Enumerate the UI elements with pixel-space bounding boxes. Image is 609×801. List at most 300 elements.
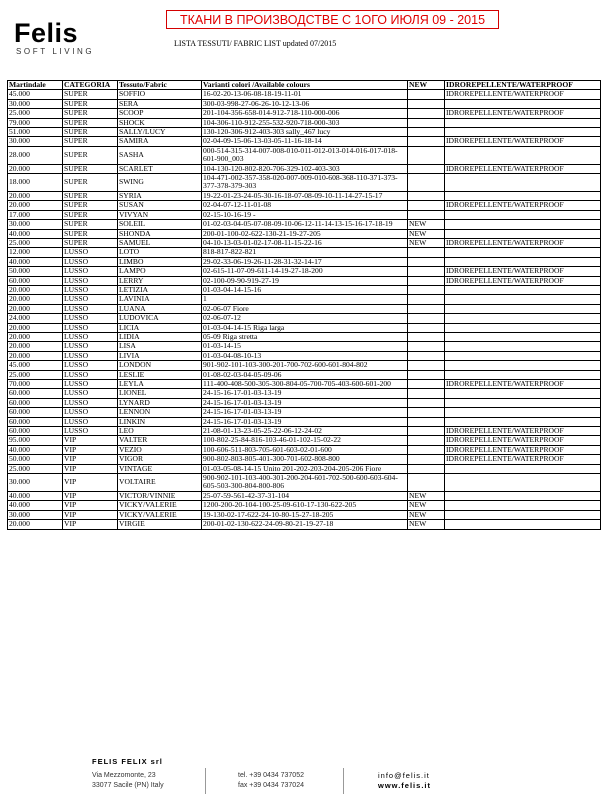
new-cell bbox=[408, 164, 445, 173]
colours-cell: 111-400-408-500-305-300-804-05-700-705-403-600-601-200 bbox=[202, 380, 408, 389]
martindale-cell: 25.000 bbox=[8, 109, 63, 118]
fabric-cell: LETIZIA bbox=[118, 285, 202, 294]
martindale-cell: 50.000 bbox=[8, 267, 63, 276]
table-body bbox=[8, 90, 601, 529]
category-cell: LUSSO bbox=[63, 427, 118, 436]
fabric-cell: SALLY/LUCY bbox=[118, 128, 202, 137]
waterproof-cell bbox=[445, 398, 601, 407]
table-row bbox=[8, 191, 601, 200]
fabric-cell: SYRIA bbox=[118, 191, 202, 200]
waterproof-cell bbox=[445, 128, 601, 137]
footer-fax: fax +39 0434 737024 bbox=[238, 782, 304, 789]
colours-cell: 19-130-02-17-622-24-10-80-15-27-18-205 bbox=[202, 510, 408, 519]
new-cell bbox=[408, 257, 445, 266]
category-cell: LUSSO bbox=[63, 295, 118, 304]
waterproof-cell bbox=[445, 474, 601, 492]
waterproof-cell: IDROREPELLENTE/WATERPROOF bbox=[445, 445, 601, 454]
fabric-cell: LIDIA bbox=[118, 332, 202, 341]
category-cell: VIP bbox=[63, 455, 118, 464]
table-row bbox=[8, 229, 601, 238]
new-cell bbox=[408, 445, 445, 454]
waterproof-cell: IDROREPELLENTE/WATERPROOF bbox=[445, 455, 601, 464]
new-cell bbox=[408, 323, 445, 332]
colours-cell: 02-100-09-90-919-27-19 bbox=[202, 276, 408, 285]
colours-cell: 01-02-03-04-05-07-08-09-10-06-12-11-14-13-15-16-17-18-19 bbox=[202, 220, 408, 229]
colours-cell: 01-03-04-14-15-16 bbox=[202, 285, 408, 294]
category-cell: LUSSO bbox=[63, 351, 118, 360]
fabric-cell: LIONEL bbox=[118, 389, 202, 398]
waterproof-cell: IDROREPELLENTE/WATERPROOF bbox=[445, 238, 601, 247]
category-cell: LUSSO bbox=[63, 314, 118, 323]
martindale-cell: 20.000 bbox=[8, 351, 63, 360]
category-cell: LUSSO bbox=[63, 380, 118, 389]
martindale-cell: 20.000 bbox=[8, 323, 63, 332]
category-cell: SUPER bbox=[63, 164, 118, 173]
waterproof-cell: IDROREPELLENTE/WATERPROOF bbox=[445, 137, 601, 146]
new-cell bbox=[408, 285, 445, 294]
colours-cell: 900-802-803-805-401-300-701-602-808-800 bbox=[202, 455, 408, 464]
martindale-cell: 20.000 bbox=[8, 342, 63, 351]
new-cell bbox=[408, 295, 445, 304]
waterproof-cell: IDROREPELLENTE/WATERPROOF bbox=[445, 276, 601, 285]
new-cell bbox=[408, 118, 445, 127]
martindale-cell: 40.000 bbox=[8, 229, 63, 238]
waterproof-cell: IDROREPELLENTE/WATERPROOF bbox=[445, 164, 601, 173]
colours-cell: 24-15-16-17-01-03-13-19 bbox=[202, 398, 408, 407]
waterproof-cell bbox=[445, 257, 601, 266]
martindale-cell: 18.000 bbox=[8, 174, 63, 192]
waterproof-cell bbox=[445, 323, 601, 332]
waterproof-cell bbox=[445, 118, 601, 127]
martindale-cell: 30.000 bbox=[8, 510, 63, 519]
colours-cell: 02-06-07-12 bbox=[202, 314, 408, 323]
fabric-cell: LUANA bbox=[118, 304, 202, 313]
new-cell bbox=[408, 370, 445, 379]
waterproof-cell bbox=[445, 99, 601, 108]
colours-cell: 02-15-10-16-19 - bbox=[202, 210, 408, 219]
new-cell bbox=[408, 455, 445, 464]
fabric-cell: SOFFIO bbox=[118, 90, 202, 99]
fabric-cell: LINKIN bbox=[118, 417, 202, 426]
martindale-cell: 70.000 bbox=[8, 380, 63, 389]
table-row bbox=[8, 137, 601, 146]
fabric-cell: LERRY bbox=[118, 276, 202, 285]
new-cell bbox=[408, 128, 445, 137]
footer-company: FELIS FELIX srl bbox=[92, 757, 163, 766]
martindale-cell: 30.000 bbox=[8, 220, 63, 229]
martindale-cell: 60.000 bbox=[8, 427, 63, 436]
waterproof-cell bbox=[445, 501, 601, 510]
colours-cell: 104-471-002-357-358-020-007-009-010-608-368-110-371-373-377-378-379-303 bbox=[202, 174, 408, 192]
fabric-cell: VICKY/VALERIE bbox=[118, 501, 202, 510]
category-cell: LUSSO bbox=[63, 323, 118, 332]
fabric-cell: LIVIA bbox=[118, 351, 202, 360]
column-header: NEW bbox=[408, 81, 445, 90]
new-cell bbox=[408, 380, 445, 389]
column-header: IDROREPELLENTE/WATERPROOF bbox=[445, 81, 601, 90]
colours-cell: 05-09 Riga stretta bbox=[202, 332, 408, 341]
martindale-cell: 20.000 bbox=[8, 304, 63, 313]
fabric-cell: LEYLA bbox=[118, 380, 202, 389]
martindale-cell: 20.000 bbox=[8, 164, 63, 173]
fabric-cell: LYNARD bbox=[118, 398, 202, 407]
martindale-cell: 30.000 bbox=[8, 99, 63, 108]
waterproof-cell bbox=[445, 314, 601, 323]
category-cell: LUSSO bbox=[63, 248, 118, 257]
fabric-cell: SCARLET bbox=[118, 164, 202, 173]
category-cell: LUSSO bbox=[63, 332, 118, 341]
category-cell: VIP bbox=[63, 474, 118, 492]
category-cell: SUPER bbox=[63, 146, 118, 164]
category-cell: LUSSO bbox=[63, 361, 118, 370]
colours-cell: 104-306-110-912-255-532-920-718-000-303 bbox=[202, 118, 408, 127]
colours-cell: 901-902-101-103-300-201-700-702-600-601-804-802 bbox=[202, 361, 408, 370]
new-cell bbox=[408, 464, 445, 473]
waterproof-cell bbox=[445, 510, 601, 519]
colours-cell: 29-02-33-06-19-26-11-28-31-32-14-17 bbox=[202, 257, 408, 266]
colours-cell: 818-817-822-821 bbox=[202, 248, 408, 257]
martindale-cell: 79.000 bbox=[8, 118, 63, 127]
new-cell bbox=[408, 427, 445, 436]
table-row bbox=[8, 146, 601, 164]
waterproof-cell: IDROREPELLENTE/WATERPROOF bbox=[445, 380, 601, 389]
table-row bbox=[8, 380, 601, 389]
document-subtitle: LISTA TESSUTI/ FABRIC LIST updated 07/2015 bbox=[174, 39, 337, 48]
category-cell: SUPER bbox=[63, 128, 118, 137]
category-cell: LUSSO bbox=[63, 342, 118, 351]
waterproof-cell bbox=[445, 332, 601, 341]
category-cell: SUPER bbox=[63, 201, 118, 210]
table-row bbox=[8, 370, 601, 379]
category-cell: SUPER bbox=[63, 118, 118, 127]
fabric-cell: LENNON bbox=[118, 408, 202, 417]
martindale-cell: 50.000 bbox=[8, 455, 63, 464]
colours-cell: 000-514-315-314-007-008-010-011-012-013-014-016-017-018-601-900_003 bbox=[202, 146, 408, 164]
table-row bbox=[8, 455, 601, 464]
fabric-cell: VICKY/VALERIE bbox=[118, 510, 202, 519]
colours-cell: 1200-200-20-104-100-25-09-610-17-130-622-205 bbox=[202, 501, 408, 510]
fabric-cell: VIGOR bbox=[118, 455, 202, 464]
table-row bbox=[8, 174, 601, 192]
fabric-cell: LOTO bbox=[118, 248, 202, 257]
fabric-cell: LAVINIA bbox=[118, 295, 202, 304]
fabric-table bbox=[7, 80, 601, 530]
category-cell: SUPER bbox=[63, 229, 118, 238]
martindale-cell: 20.000 bbox=[8, 295, 63, 304]
waterproof-cell bbox=[445, 248, 601, 257]
new-cell bbox=[408, 398, 445, 407]
category-cell: LUSSO bbox=[63, 417, 118, 426]
logo-tagline: SOFT LIVING bbox=[16, 47, 95, 56]
new-cell bbox=[408, 99, 445, 108]
new-cell: NEW bbox=[408, 220, 445, 229]
new-cell: NEW bbox=[408, 520, 445, 529]
colours-cell: 1 bbox=[202, 295, 408, 304]
category-cell: SUPER bbox=[63, 191, 118, 200]
martindale-cell: 20.000 bbox=[8, 191, 63, 200]
fabric-cell: LIMBO bbox=[118, 257, 202, 266]
new-cell bbox=[408, 210, 445, 219]
martindale-cell: 25.000 bbox=[8, 464, 63, 473]
colours-cell: 104-130-120-802-820-706-329-102-403-303 bbox=[202, 164, 408, 173]
fabric-cell: VICTOR/VINNIE bbox=[118, 491, 202, 500]
category-cell: SUPER bbox=[63, 210, 118, 219]
category-cell: SUPER bbox=[63, 220, 118, 229]
waterproof-cell bbox=[445, 220, 601, 229]
martindale-cell: 60.000 bbox=[8, 389, 63, 398]
fabric-cell: LEO bbox=[118, 427, 202, 436]
colours-cell: 19-22-01-23-24-05-30-16-18-07-08-09-10-11-14-27-15-17 bbox=[202, 191, 408, 200]
colours-cell: 01-03-04-14-15 Riga larga bbox=[202, 323, 408, 332]
footer-website[interactable]: www.felis.it bbox=[378, 781, 431, 790]
table-row bbox=[8, 220, 601, 229]
table-row bbox=[8, 436, 601, 445]
fabric-cell: VIVYAN bbox=[118, 210, 202, 219]
colours-cell: 200-01-100-02-622-130-21-19-27-205 bbox=[202, 229, 408, 238]
new-cell bbox=[408, 191, 445, 200]
address-city: 33077 Sacile (PN) Italy bbox=[92, 782, 164, 789]
waterproof-cell bbox=[445, 210, 601, 219]
table-row bbox=[8, 314, 601, 323]
table-row bbox=[8, 445, 601, 454]
new-cell bbox=[408, 361, 445, 370]
table-row bbox=[8, 267, 601, 276]
table-row bbox=[8, 210, 601, 219]
column-header: CATEGORIA bbox=[63, 81, 118, 90]
new-cell bbox=[408, 389, 445, 398]
waterproof-cell bbox=[445, 285, 601, 294]
martindale-cell: 60.000 bbox=[8, 408, 63, 417]
table-row bbox=[8, 295, 601, 304]
table-header-row bbox=[8, 81, 601, 90]
new-cell bbox=[408, 408, 445, 417]
martindale-cell: 40.000 bbox=[8, 257, 63, 266]
logo-wordmark: Felis bbox=[14, 18, 79, 48]
table-row bbox=[8, 238, 601, 247]
martindale-cell: 20.000 bbox=[8, 201, 63, 210]
colours-cell: 02-06-07 Fiore bbox=[202, 304, 408, 313]
waterproof-cell bbox=[445, 295, 601, 304]
fabric-cell: SAMIRA bbox=[118, 137, 202, 146]
table-row bbox=[8, 164, 601, 173]
fabric-cell: LUDOVICA bbox=[118, 314, 202, 323]
column-header: Martindale bbox=[8, 81, 63, 90]
colours-cell: 100-606-511-803-705-601-603-02-01-600 bbox=[202, 445, 408, 454]
table-row bbox=[8, 285, 601, 294]
fabric-cell: SHOCK bbox=[118, 118, 202, 127]
category-cell: LUSSO bbox=[63, 389, 118, 398]
colours-cell: 24-15-16-17-01-03-13-19 bbox=[202, 389, 408, 398]
colours-cell: 02-04-07-12-11-01-08 bbox=[202, 201, 408, 210]
category-cell: VIP bbox=[63, 520, 118, 529]
new-cell bbox=[408, 90, 445, 99]
table-row bbox=[8, 464, 601, 473]
category-cell: LUSSO bbox=[63, 304, 118, 313]
table-row bbox=[8, 304, 601, 313]
martindale-cell: 40.000 bbox=[8, 445, 63, 454]
table-row bbox=[8, 276, 601, 285]
waterproof-cell bbox=[445, 361, 601, 370]
table-row bbox=[8, 332, 601, 341]
waterproof-cell: IDROREPELLENTE/WATERPROOF bbox=[445, 436, 601, 445]
footer-divider bbox=[343, 768, 344, 794]
waterproof-cell bbox=[445, 174, 601, 192]
colours-cell: 16-02-20-13-06-08-18-19-11-01 bbox=[202, 90, 408, 99]
table-row bbox=[8, 99, 601, 108]
waterproof-cell bbox=[445, 304, 601, 313]
fabric-cell: LAMPO bbox=[118, 267, 202, 276]
new-cell bbox=[408, 417, 445, 426]
table-row bbox=[8, 323, 601, 332]
new-cell bbox=[408, 146, 445, 164]
category-cell: LUSSO bbox=[63, 267, 118, 276]
table-row bbox=[8, 351, 601, 360]
fabric-cell: SUSAN bbox=[118, 201, 202, 210]
colours-cell: 01-08-02-03-04-05-09-06 bbox=[202, 370, 408, 379]
colours-cell: 25-07-59-561-42-37-31-104 bbox=[202, 491, 408, 500]
table-row bbox=[8, 257, 601, 266]
footer-web bbox=[378, 771, 431, 791]
martindale-cell: 17.000 bbox=[8, 210, 63, 219]
category-cell: LUSSO bbox=[63, 370, 118, 379]
colours-cell: 130-120-306-912-403-303 sally_467 lucy bbox=[202, 128, 408, 137]
waterproof-cell bbox=[445, 191, 601, 200]
new-cell bbox=[408, 137, 445, 146]
fabric-cell: LICIA bbox=[118, 323, 202, 332]
waterproof-cell bbox=[445, 408, 601, 417]
footer-tel: tel. +39 0434 737052 bbox=[238, 772, 304, 779]
martindale-cell: 20.000 bbox=[8, 285, 63, 294]
footer-address bbox=[92, 771, 164, 791]
new-cell: NEW bbox=[408, 501, 445, 510]
martindale-cell: 40.000 bbox=[8, 501, 63, 510]
fabric-cell: VALTER bbox=[118, 436, 202, 445]
waterproof-cell: IDROREPELLENTE/WATERPROOF bbox=[445, 267, 601, 276]
table-row bbox=[8, 118, 601, 127]
martindale-cell: 40.000 bbox=[8, 491, 63, 500]
fabric-cell: SASHA bbox=[118, 146, 202, 164]
footer-divider bbox=[205, 768, 206, 794]
waterproof-cell bbox=[445, 417, 601, 426]
table-row bbox=[8, 248, 601, 257]
table-row bbox=[8, 398, 601, 407]
martindale-cell: 95.000 bbox=[8, 436, 63, 445]
table-row bbox=[8, 474, 601, 492]
martindale-cell: 12.000 bbox=[8, 248, 63, 257]
martindale-cell: 20.000 bbox=[8, 332, 63, 341]
new-cell bbox=[408, 304, 445, 313]
new-cell bbox=[408, 474, 445, 492]
table-row bbox=[8, 520, 601, 529]
fabric-cell: VINTAGE bbox=[118, 464, 202, 473]
category-cell: SUPER bbox=[63, 238, 118, 247]
category-cell: VIP bbox=[63, 501, 118, 510]
waterproof-cell bbox=[445, 491, 601, 500]
waterproof-cell: IDROREPELLENTE/WATERPROOF bbox=[445, 90, 601, 99]
colours-cell: 01-03-14-15 bbox=[202, 342, 408, 351]
martindale-cell: 30.000 bbox=[8, 474, 63, 492]
fabric-cell: SOLEIL bbox=[118, 220, 202, 229]
fabric-cell: VOLTAIRE bbox=[118, 474, 202, 492]
table-row bbox=[8, 109, 601, 118]
address-street: Via Mezzomonte, 23 bbox=[92, 772, 156, 779]
fabric-cell: LONDON bbox=[118, 361, 202, 370]
colours-cell: 02-615-11-07-09-611-14-19-27-18-200 bbox=[202, 267, 408, 276]
category-cell: VIP bbox=[63, 436, 118, 445]
table-row bbox=[8, 361, 601, 370]
waterproof-cell bbox=[445, 370, 601, 379]
new-cell bbox=[408, 276, 445, 285]
production-banner: ТКАНИ В ПРОИЗВОДСТВЕ С 1ОГО ИЮЛЯ 09 - 2015 bbox=[166, 10, 499, 29]
fabric-cell: SHONDA bbox=[118, 229, 202, 238]
colours-cell: 24-15-16-17-01-03-13-19 bbox=[202, 408, 408, 417]
colours-cell: 21-08-01-13-23-05-25-22-06-12-24-02 bbox=[202, 427, 408, 436]
martindale-cell: 25.000 bbox=[8, 238, 63, 247]
new-cell: NEW bbox=[408, 238, 445, 247]
martindale-cell: 24.000 bbox=[8, 314, 63, 323]
table-row bbox=[8, 342, 601, 351]
category-cell: LUSSO bbox=[63, 408, 118, 417]
waterproof-cell: IDROREPELLENTE/WATERPROOF bbox=[445, 201, 601, 210]
table-row bbox=[8, 417, 601, 426]
waterproof-cell: IDROREPELLENTE/WATERPROOF bbox=[445, 427, 601, 436]
fabric-cell: LESLIE bbox=[118, 370, 202, 379]
footer-email[interactable]: info@felis.it bbox=[378, 771, 430, 780]
column-header: Varianti colori /Available colours bbox=[202, 81, 408, 90]
colours-cell: 200-01-02-130-622-24-09-80-21-19-27-18 bbox=[202, 520, 408, 529]
new-cell bbox=[408, 201, 445, 210]
waterproof-cell bbox=[445, 520, 601, 529]
new-cell bbox=[408, 267, 445, 276]
category-cell: SUPER bbox=[63, 109, 118, 118]
new-cell bbox=[408, 342, 445, 351]
colours-cell: 01-03-04-08-10-13 bbox=[202, 351, 408, 360]
category-cell: SUPER bbox=[63, 99, 118, 108]
table-row bbox=[8, 389, 601, 398]
fabric-cell: SCOOP bbox=[118, 109, 202, 118]
category-cell: VIP bbox=[63, 510, 118, 519]
category-cell: LUSSO bbox=[63, 285, 118, 294]
new-cell bbox=[408, 174, 445, 192]
footer-contacts bbox=[238, 771, 304, 791]
table-row bbox=[8, 201, 601, 210]
new-cell bbox=[408, 109, 445, 118]
martindale-cell: 51.000 bbox=[8, 128, 63, 137]
table-row bbox=[8, 427, 601, 436]
category-cell: LUSSO bbox=[63, 276, 118, 285]
waterproof-cell bbox=[445, 464, 601, 473]
category-cell: LUSSO bbox=[63, 398, 118, 407]
category-cell: SUPER bbox=[63, 137, 118, 146]
table-row bbox=[8, 501, 601, 510]
martindale-cell: 25.000 bbox=[8, 370, 63, 379]
new-cell: NEW bbox=[408, 229, 445, 238]
martindale-cell: 20.000 bbox=[8, 520, 63, 529]
martindale-cell: 45.000 bbox=[8, 90, 63, 99]
fabric-cell: SWING bbox=[118, 174, 202, 192]
fabric-cell: SAMUEL bbox=[118, 238, 202, 247]
category-cell: SUPER bbox=[63, 90, 118, 99]
category-cell: VIP bbox=[63, 464, 118, 473]
martindale-cell: 28.000 bbox=[8, 146, 63, 164]
fabric-cell: SERA bbox=[118, 99, 202, 108]
colours-cell: 24-15-16-17-01-03-13-19 bbox=[202, 417, 408, 426]
new-cell bbox=[408, 248, 445, 257]
fabric-cell: VEZIO bbox=[118, 445, 202, 454]
table-row bbox=[8, 128, 601, 137]
new-cell: NEW bbox=[408, 491, 445, 500]
martindale-cell: 30.000 bbox=[8, 137, 63, 146]
